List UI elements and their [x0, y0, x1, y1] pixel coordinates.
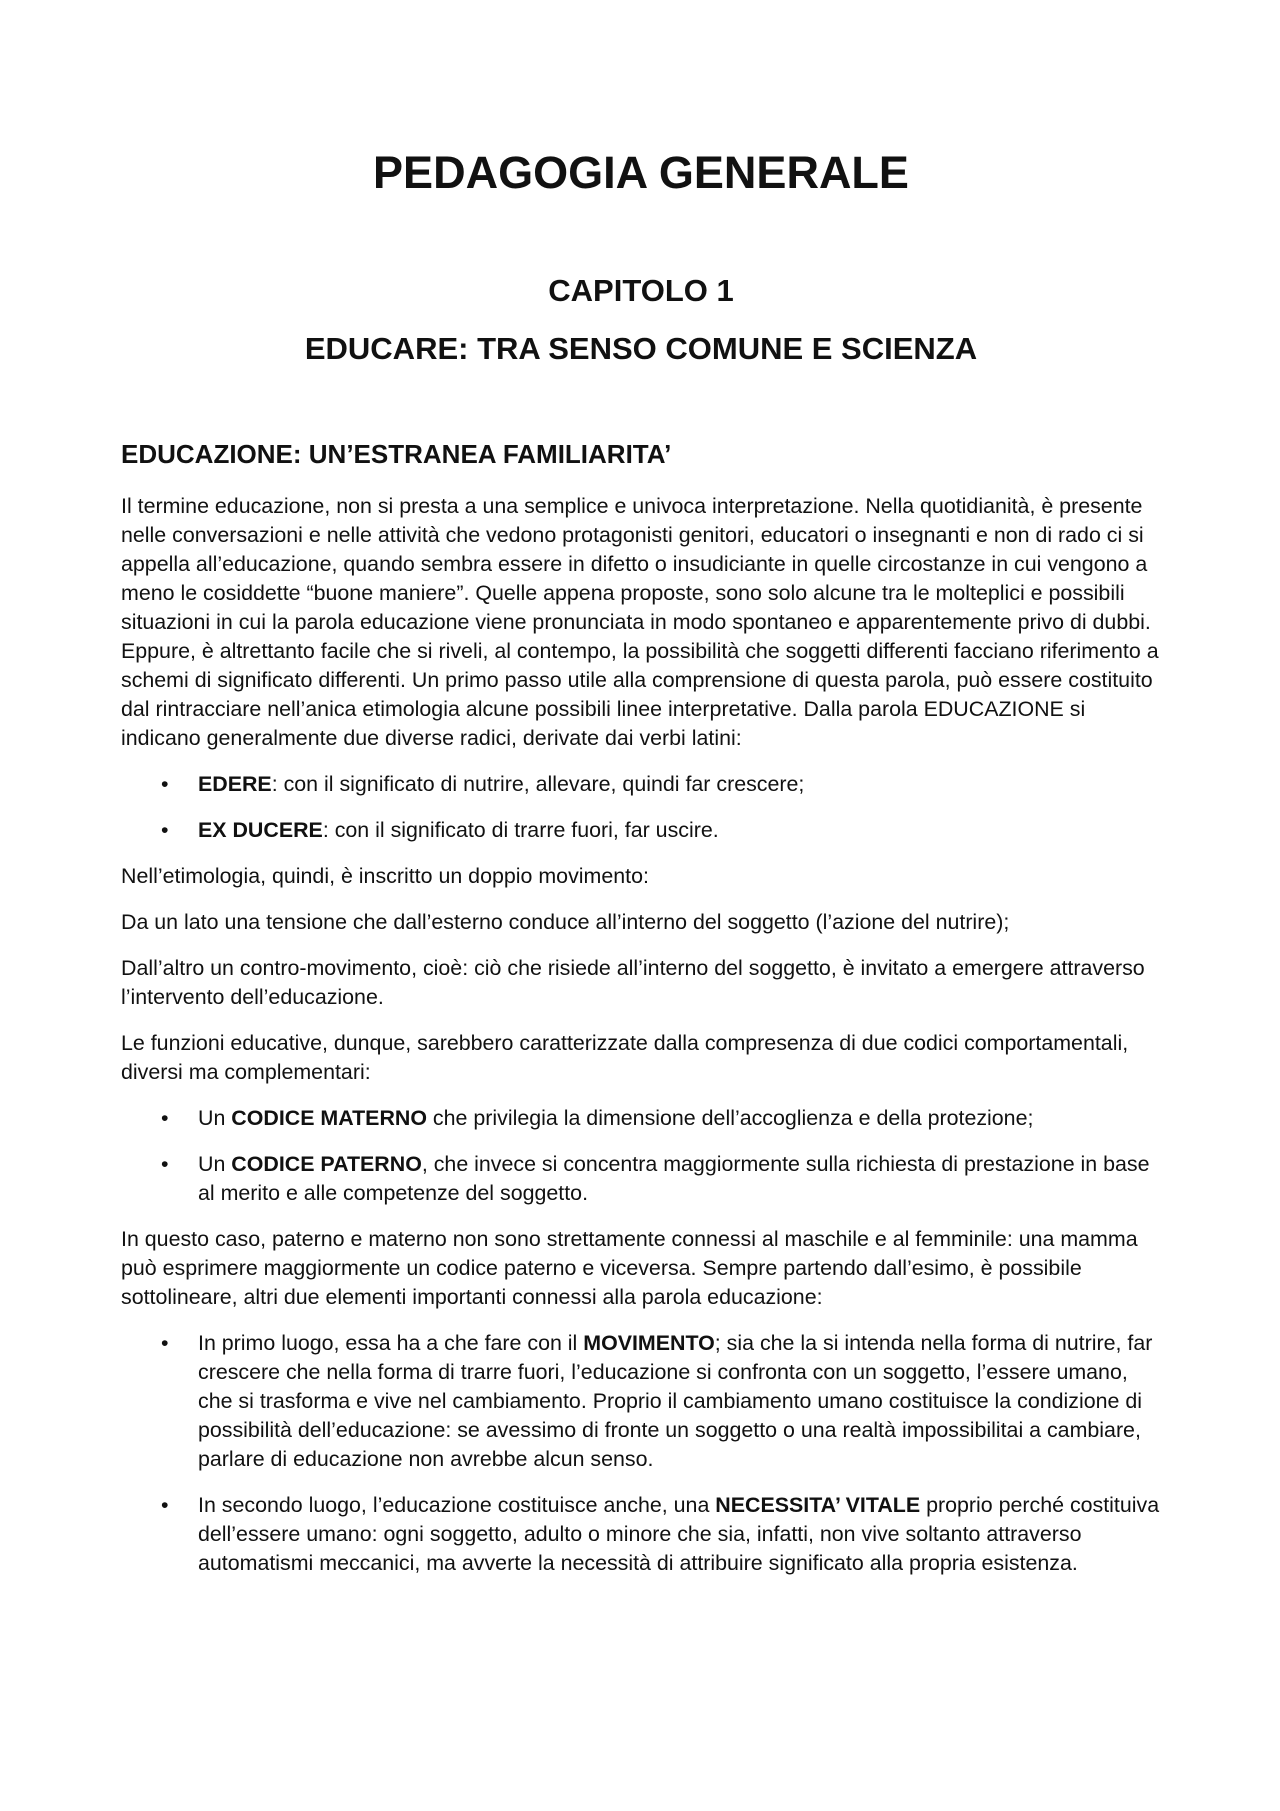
root-text: : con il significato di trarre fuori, far uscire.: [322, 818, 719, 842]
intro-paragraph: Il termine educazione, non si presta a una semplice e univoca interpretazione. Nella quotidianità, è presente nelle conversazioni e nelle attività che vedono protagonisti genitori, educatori o insegnanti e non di rado ci si appella all’educazione, quando sembra essere in difetto o insudiciante in quelle circostanze in cui vengono a meno le cosiddette “buone maniere”. Quelle appena proposte, sono solo alcune tra le molteplici e possibili situazioni in cui la parola educazione viene pronunciata in modo spontaneo e apparentemente privo di dubbi. Eppure, è altrettanto facile che si riveli, al contempo, la possibilità che soggetti differenti facciano riferimento a schemi di significato differenti. Un primo passo utile alla comprensione di questa parola, può essere costituito dal rintracciare nell’anica etimologia alcune possibili linee interpretative. Dalla parola EDUCAZIONE si indicano generalmente due diverse radici, derivate dai verbi latini:: [121, 494, 1159, 750]
list-item: • Un CODICE PATERNO, che invece si concentra maggiormente sulla richiesta di prestazione in base al merito e alle competenze del soggetto.: [161, 1152, 1150, 1205]
section-title: EDUCAZIONE: UN’ESTRANEA FAMILIARITA’: [121, 439, 672, 469]
movement-paragraph: Da un lato una tensione che dall’esterno conduce all’interno del soggetto (l’azione del nutrire);: [121, 910, 1010, 934]
bullet-icon: •: [161, 772, 169, 796]
codes-list: [121, 1104, 1161, 1208]
root-term: EX DUCERE: [198, 818, 323, 842]
list-item: [121, 770, 1161, 799]
counter-movement-paragraph: Dall’altro un contro-movimento, cioè: ciò che risiede all’interno del soggetto, è invitato a emergere attraverso l’intervento dell’educazione.: [121, 956, 1145, 1009]
bullet-icon: •: [161, 1152, 169, 1176]
list-item: • In secondo luogo, l’educazione costituisce anche, una NECESSITA’ VITALE proprio perché costituiva dell’essere umano: ogni soggetto, adulto o minore che sia, infatti, non vive soltanto attraverso automatismi meccanici, ma avverte la necessità di attribuire significato alla propria esistenza.: [161, 1493, 1160, 1575]
list-item: • In primo luogo, essa ha a che fare con il MOVIMENTO; sia che la si intenda nella forma di nutrire, far crescere che nella forma di trarre fuori, l’educazione si confronta con un soggetto, l’essere umano, che si trasforma e vive nel cambiamento. Proprio il cambiamento umano costituisce la condizione di possibilità dell’educazione: se avessimo di fronte un soggetto o una realtà impossibilitai a cambiare, parlare di educazione non avrebbe alcun senso.: [161, 1331, 1153, 1471]
list-item: • Un CODICE MATERNO che privilegia la dimensione dell’accoglienza e della protezione;: [121, 1104, 1161, 1133]
page-title: PEDAGOGIA GENERALE: [373, 147, 909, 198]
code-term: CODICE MATERNO: [231, 1106, 427, 1130]
roots-list: [121, 770, 1161, 845]
element-term: NECESSITA’ VITALE: [715, 1493, 921, 1517]
root-text: : con il significato di nutrire, allevare, quindi far crescere;: [271, 772, 805, 796]
element-term: MOVIMENTO: [583, 1331, 715, 1355]
bullet-icon: •: [161, 1493, 169, 1517]
functions-intro: Le funzioni educative, dunque, sarebbero caratterizzate dalla compresenza di due codici comportamentali, diversi ma complementari:: [121, 1031, 1129, 1084]
bullet-icon: •: [161, 818, 169, 842]
list-item: [121, 816, 1161, 845]
root-term: EDERE: [198, 772, 272, 796]
chapter-label: CAPITOLO 1: [548, 273, 734, 308]
chapter-subtitle: EDUCARE: TRA SENSO COMUNE E SCIENZA: [304, 331, 978, 366]
code-term: CODICE PATERNO: [231, 1152, 422, 1176]
bullet-icon: •: [161, 1106, 169, 1130]
etymology-intro: Nell’etimologia, quindi, è inscritto un doppio movimento:: [121, 864, 649, 888]
codes-note: In questo caso, paterno e materno non sono strettamente connessi al maschile e al femminile: una mamma può esprimere maggiormente un codice paterno e viceversa. Sempre partendo dall’esimo, è possibile sottolineare, altri due elementi importanti connessi alla parola educazione:: [121, 1227, 1138, 1309]
section-body: [121, 492, 1161, 1595]
elements-list: [121, 1329, 1161, 1578]
bullet-icon: •: [161, 1331, 169, 1355]
